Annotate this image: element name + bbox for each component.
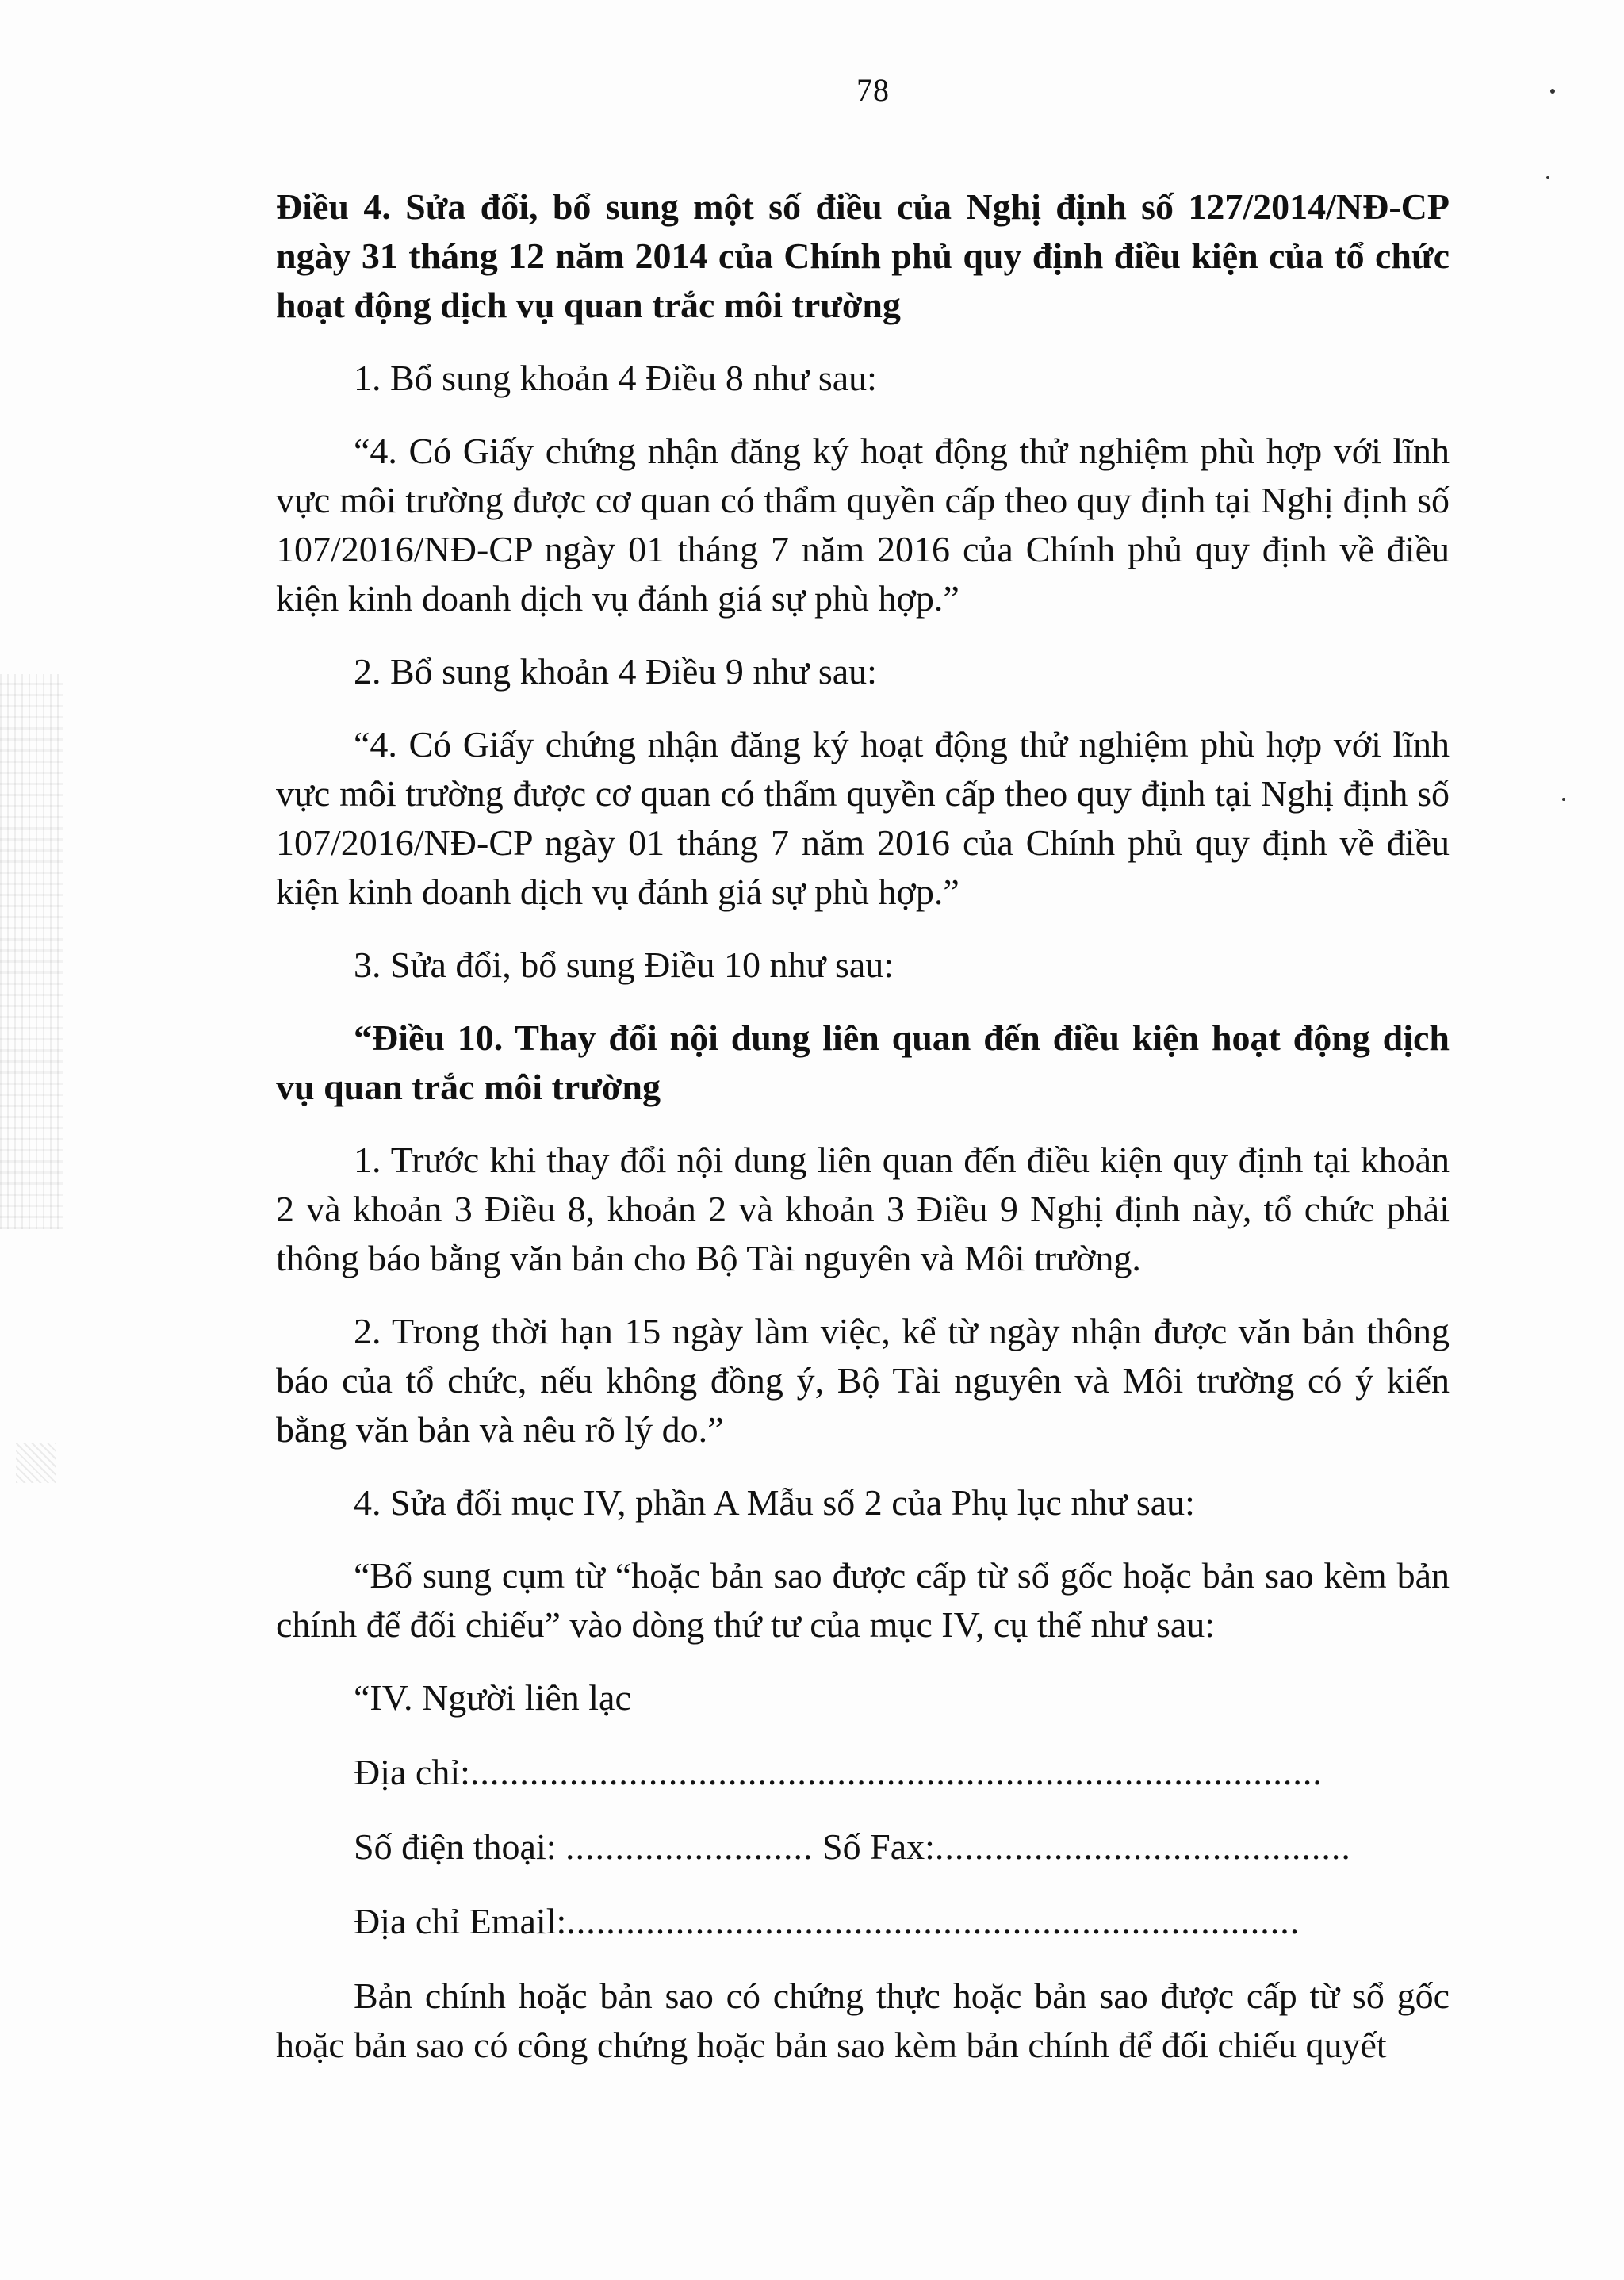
article-10-heading: “Điều 10. Thay đổi nội dung liên quan đến điều kiện hoạt động dịch vụ quan trắc môi trường (276, 1017, 1450, 1107)
scan-artifact-left-edge (0, 674, 63, 1229)
scan-speck (1550, 89, 1555, 94)
article-4-heading: Điều 4. Sửa đổi, bổ sung một số điều của Nghị định số 127/2014/NĐ-CP ngày 31 tháng 12 năm 2014 của Chính phủ quy định điều kiện của tổ chức hoạt động dịch vụ quan trắc môi trường (276, 186, 1450, 325)
form-heading: “IV. Người liên lạc (354, 1677, 631, 1718)
form-address-line (276, 1748, 1450, 1797)
form-email-line (276, 1897, 1450, 1946)
form-fax-dots: .......................................... (934, 1826, 1351, 1867)
item-1: 1. Bổ sung khoản 4 Điều 8 như sau: (354, 358, 877, 398)
article-10-item-1: 1. Trước khi thay đổi nội dung liên quan đến điều kiện quy định tại khoản 2 và khoản 3 Điều 8, khoản 2 và khoản 3 Điều 9 Nghị định này, tổ chức phải thông báo bằng văn bản cho Bộ Tài nguyên và Môi trường. (276, 1140, 1450, 1278)
form-address-dots: ...................................................................................... (469, 1752, 1323, 1792)
scan-speck (1546, 176, 1549, 179)
scan-artifact-small (16, 1443, 56, 1483)
final-paragraph: Bản chính hoặc bản sao có chứng thực hoặc bản sao được cấp từ sổ gốc hoặc bản sao có công chứng hoặc bản sao kèm bản chính để đối chiếu quyết (276, 1975, 1450, 2065)
item-3: 3. Sửa đổi, bổ sung Điều 10 như sau: (354, 945, 894, 985)
item-4: 4. Sửa đổi mục IV, phần A Mẫu số 2 của Phụ lục như sau: (354, 1482, 1195, 1523)
article-10-item-2: 2. Trong thời hạn 15 ngày làm việc, kể từ ngày nhận được văn bản thông báo của tổ chức, nếu không đồng ý, Bộ Tài nguyên và Môi trường có ý kiến bằng văn bản và nêu rõ lý do.” (276, 1311, 1450, 1450)
form-email-label: Địa chỉ Email: (354, 1901, 567, 1941)
form-address-label: Địa chỉ: (354, 1752, 470, 1792)
form-phone-label: Số điện thoại: (354, 1826, 557, 1867)
form-email-dots: .......................................................................... (566, 1901, 1300, 1941)
quoted-clause-2: “4. Có Giấy chứng nhận đăng ký hoạt động thử nghiệm phù hợp với lĩnh vực môi trường được cơ quan có thẩm quyền cấp theo quy định tại Nghị định số 107/2016/NĐ-CP ngày 01 tháng 7 năm 2016 của Chính phủ quy định về điều kiện kinh doanh dịch vụ đánh giá sự phù hợp.” (276, 724, 1450, 912)
supplement-text: “Bổ sung cụm từ “hoặc bản sao được cấp từ sổ gốc hoặc bản sao kèm bản chính để đối chiếu” vào dòng thứ tư của mục IV, cụ thể như sau: (276, 1555, 1450, 1645)
page-number: 78 (856, 72, 890, 108)
scan-speck (1562, 798, 1565, 801)
quoted-clause-1: “4. Có Giấy chứng nhận đăng ký hoạt động thử nghiệm phù hợp với lĩnh vực môi trường được cơ quan có thẩm quyền cấp theo quy định tại Nghị định số 107/2016/NĐ-CP ngày 01 tháng 7 năm 2016 của Chính phủ quy định về điều kiện kinh doanh dịch vụ đánh giá sự phù hợp.” (276, 431, 1450, 619)
form-phone-fax-line (276, 1822, 1450, 1872)
form-phone-dots: ......................... (565, 1826, 814, 1867)
item-2: 2. Bổ sung khoản 4 Điều 9 như sau: (354, 651, 877, 692)
document-body (276, 182, 1450, 2094)
form-fax-label: Số Fax: (822, 1826, 935, 1867)
